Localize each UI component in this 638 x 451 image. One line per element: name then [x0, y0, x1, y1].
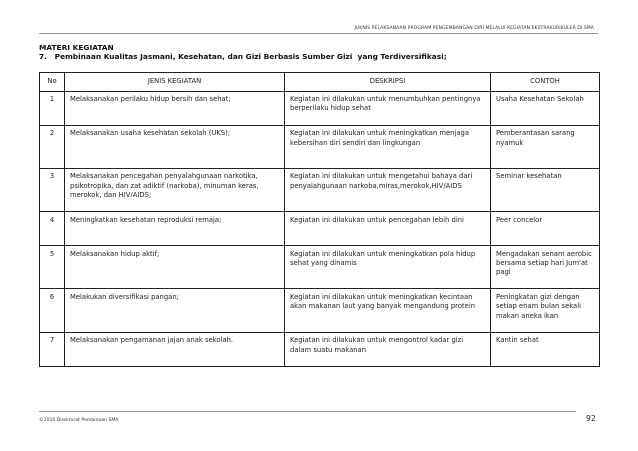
page-number: 92 [586, 414, 596, 423]
row-number: 3 [40, 168, 65, 211]
row-number: 5 [40, 246, 65, 289]
jenis-kegiatan-cell: Melaksanakan hidup aktif; [65, 246, 285, 289]
jenis-kegiatan-cell: Melaksanakan pencegahan penyalahgunaan narkotika, psikotropika, dan zat adiktif (narkoba), minuman keras, merokok, dan HIV/AIDS; [65, 168, 285, 211]
activities-table [39, 72, 600, 367]
section-heading [39, 43, 599, 62]
table-row [40, 289, 600, 332]
row-number: 6 [40, 289, 65, 332]
header-no: No [40, 73, 65, 92]
row-number: 7 [40, 332, 65, 366]
table-row [40, 332, 600, 366]
header-jenis-kegiatan: JENIS KEGIATAN [65, 73, 285, 92]
header-deskripsi: DESKRIPSI [285, 73, 491, 92]
row-number: 2 [40, 125, 65, 168]
contoh-cell: Peningkatan gizi dengan setiap enam bulan sekali makan aneka ikan [491, 289, 600, 332]
deskripsi-cell: Kegiatan ini dilakukan untuk mengetahui bahaya dari penyalahgunaan narkoba,miras,merokok,HIV/AIDS [285, 168, 491, 211]
contoh-cell: Usaha Kesehatan Sekolah [491, 91, 600, 125]
row-number: 4 [40, 212, 65, 246]
deskripsi-cell: Kegiatan ini dilakukan untuk meningkatkan menjaga kebersihan diri sendiri dan lingkungan [285, 125, 491, 168]
contoh-cell: Kantin sehat [491, 332, 600, 366]
contoh-cell: Mengadakan senam aerobic bersama setiap hari Jum'at pagi [491, 246, 600, 289]
deskripsi-cell: Kegiatan ini dilakukan untuk meningkatkan kecintaan akan makanan laut yang banyak mengandung protein [285, 289, 491, 332]
table-row [40, 168, 600, 211]
running-header: JUKNIS PELAKSANAAN PROGRAM PENGEMBANGAN DIRI MELALUI KEGIATAN EKSTRAKURIKULER DI SMA [354, 26, 594, 31]
table-row [40, 125, 600, 168]
table-row [40, 246, 600, 289]
jenis-kegiatan-cell: Melakukan diversifikasi pangan; [65, 289, 285, 332]
deskripsi-cell: Kegiatan ini dilakukan untuk menumbuhkan pentingnya berperilaku hidup sehat [285, 91, 491, 125]
table-row [40, 91, 600, 125]
footer-divider [39, 411, 576, 412]
contoh-cell: Peer concelor [491, 212, 600, 246]
jenis-kegiatan-cell: Meningkatkan kesehatan reproduksi remaja; [65, 212, 285, 246]
table-header-row [40, 73, 600, 92]
section-label: MATERI KEGIATAN [39, 43, 114, 52]
header-divider [39, 33, 598, 34]
jenis-kegiatan-cell: Melaksanakan pengamanan jajan anak sekolah. [65, 332, 285, 366]
table-row [40, 212, 600, 246]
deskripsi-cell: Kegiatan ini dilakukan untuk pencegahan lebih dini [285, 212, 491, 246]
deskripsi-cell: Kegiatan ini dilakukan untuk meningkatkan pola hidup sehat yang dinamis [285, 246, 491, 289]
footer-copyright: ©2010 Direktorat Pembinaan SMA [39, 418, 119, 423]
section-title: 7. Pembinaan Kualitas Jasmani, Kesehatan, dan Gizi Berbasis Sumber Gizi yang Terdiversifikasi; [39, 52, 447, 62]
header-contoh: CONTOH [491, 73, 600, 92]
row-number: 1 [40, 91, 65, 125]
jenis-kegiatan-cell: Melaksanakan perilaku hidup bersih dan sehat; [65, 91, 285, 125]
contoh-cell: Pemberantasan sarang nyamuk [491, 125, 600, 168]
contoh-cell: Seminar kesehatan [491, 168, 600, 211]
deskripsi-cell: Kegiatan ini dilakukan untuk mengontrol kadar gizi dalam suatu makanan [285, 332, 491, 366]
jenis-kegiatan-cell: Melaksanakan usaha kesehatan sekolah (UKS); [65, 125, 285, 168]
